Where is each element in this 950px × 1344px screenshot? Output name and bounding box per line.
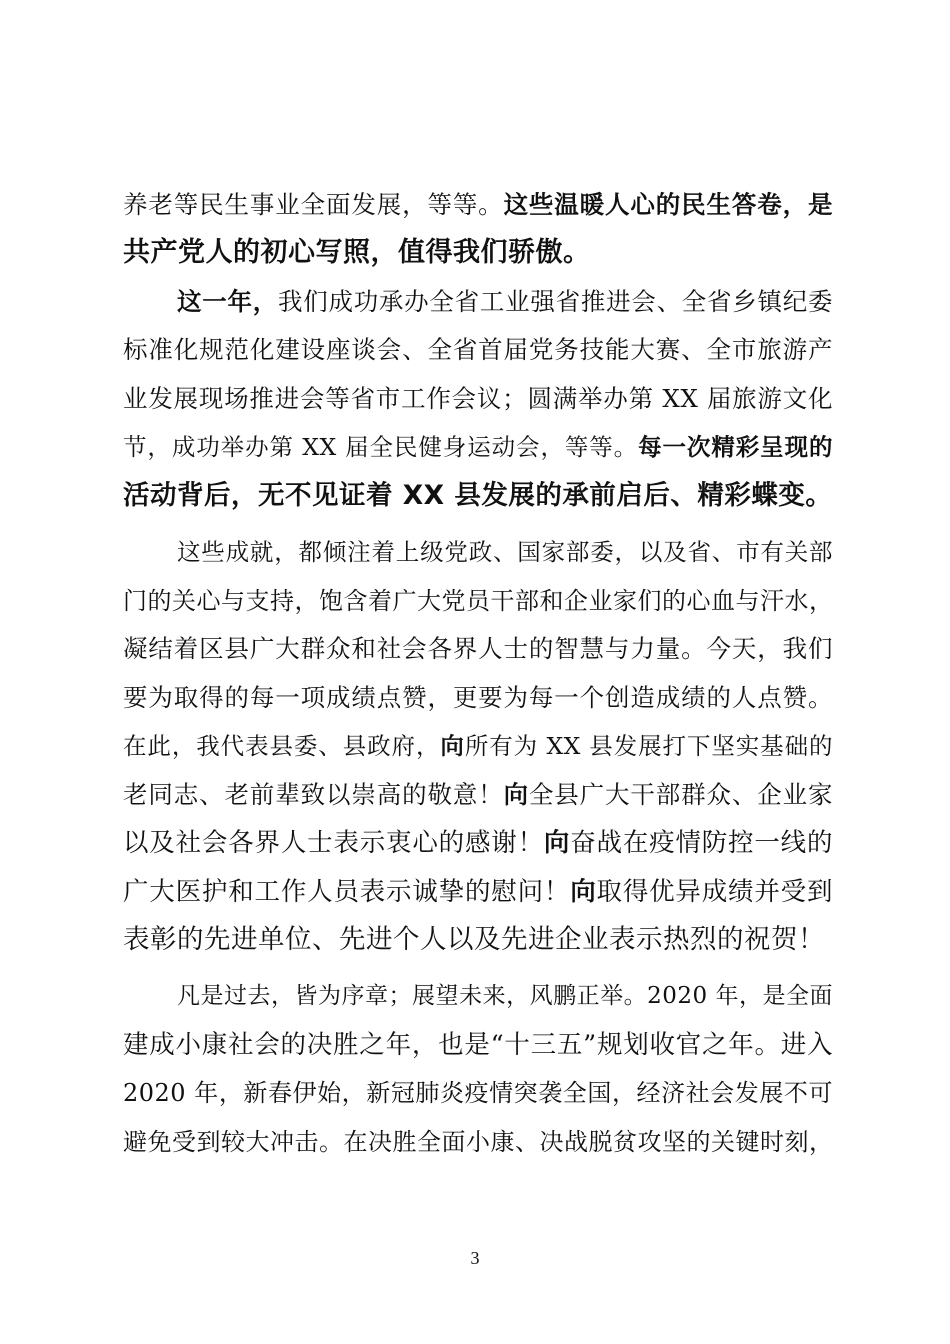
text-line [123,423,833,471]
page-number: 3 [470,1248,480,1268]
text-run: 全县广大干部群众、企业家 [528,780,833,809]
text-run: 养老等民生事业全面发展，等等。 [123,190,504,219]
text-line [123,771,833,819]
text-line [123,375,833,423]
text-run: 业发展现场推进会等省市工作会议；圆满举办第 XX 届旅游文化 [123,384,833,413]
text-line [177,528,833,576]
text-line [123,1021,833,1069]
text-run: 取得优异成绩并受到 [596,877,833,907]
bold-text-run: 这些温暖人心的民生答卷，是 [503,190,833,219]
text-line [123,326,833,374]
text-line [123,577,833,625]
text-run: 节，成功举办第 XX 届全民健身运动会，等等。 [123,433,639,461]
bold-text-run: 活动背后，无不见证着 XX 县发展的承前启后、精彩蝶变。 [123,480,833,511]
text-line [123,868,833,916]
text-run: 老同志、老前辈致以崇高的敬意！ [123,780,504,809]
bold-text-run: 这一年， [177,287,278,316]
text-run: 标准化规范化建设座谈会、全省首届党务技能大赛、全市旅游产 [123,335,833,364]
text-run: 在此，我代表县委、县政府， [123,732,441,760]
bold-text-run: 共产党人的初心写照，值得我们骄傲。 [123,237,591,268]
text-run: 凡是过去，皆为序章；展望未来，风鹏正举。2020 年，是全面 [177,983,833,1009]
text-run: 表彰的先进单位、先进个人以及先进企业表示热烈的祝贺！ [123,924,825,955]
bold-text-run: 向 [503,780,529,809]
text-line [123,916,833,964]
text-line [177,278,833,326]
text-line [123,625,833,673]
text-line [123,181,833,229]
text-run: 我们成功承办全省工业强省推进会、全省乡镇纪委 [277,287,833,316]
text-line [123,674,833,722]
text-run: 以及社会各界人士表示衷心的感谢！ [123,828,544,858]
text-line [123,1118,833,1166]
text-line [123,722,833,770]
text-line [123,819,833,867]
text-run: 2020 年，新春伊始，新冠肺炎疫情突袭全国，经济社会发展不可 [123,1079,833,1107]
text-run: 避免受到较大冲击。在决胜全面小康、决战脱贫攻坚的关键时刻， [123,1128,833,1156]
text-run: 要为取得的每一项成绩点赞，更要为每一个创造成绩的人点赞。 [123,683,833,712]
bold-text-run: 向 [543,828,571,858]
text-run: 门的关心与支持，饱含着广大党员干部和企业家们的心血与汗水， [123,587,833,615]
text-run: 奋战在疫情防控一线的 [570,828,833,858]
text-run: 所有为 XX 县发展打下坚实基础的 [464,732,833,760]
bold-text-run: 向 [570,877,597,907]
bold-text-run: 向 [440,732,465,760]
text-line [177,972,833,1020]
text-line [123,1069,833,1117]
text-run: 建成小康社会的决胜之年，也是“十三五”规划收官之年。进入 [123,1030,833,1060]
bold-text-run: 每一次精彩呈现的 [638,433,833,461]
text-run: 广大医护和工作人员表示诚挚的慰问！ [123,877,571,907]
text-line [123,229,833,277]
text-line [123,472,833,520]
text-run: 这些成就，都倾注着上级党政、国家部委，以及省、市有关部 [177,538,833,566]
text-run: 凝结着区县广大群众和社会各界人士的智慧与力量。今天，我们 [123,634,833,663]
